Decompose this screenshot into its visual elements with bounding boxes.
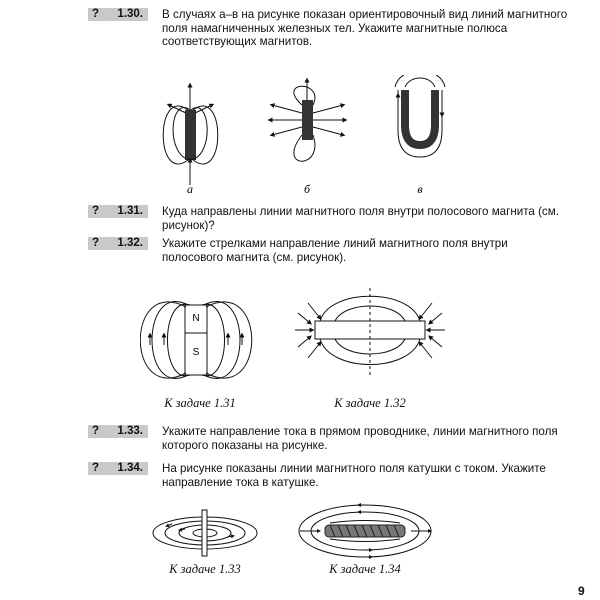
question-mark: ?	[92, 205, 100, 217]
problem-number: 1.31.	[117, 205, 143, 217]
problem-text: Укажите стрелками направление линий магнитного поля внутри полосового магнита (см. рисунок).	[162, 237, 508, 264]
problem-tag	[88, 462, 148, 475]
figure-1-32	[290, 283, 450, 393]
pole-n: N	[192, 313, 200, 324]
caption-1-32: К задаче 1.32	[334, 396, 406, 410]
problem-number: 1.32.	[117, 237, 143, 249]
question-mark: ?	[92, 237, 100, 249]
figure-1-30	[150, 75, 480, 200]
figure-1-33	[150, 508, 260, 558]
problem-tag	[88, 205, 148, 218]
problem-number: 1.30.	[117, 8, 143, 20]
problem-tag	[88, 8, 148, 21]
problem-text: Укажите направление тока в прямом проводнике, линии магнитного поля которого показаны на рисунке.	[162, 425, 558, 452]
problem-text: В случаях а–в на рисунке показан ориентировочный вид линий магнитного поля намагниченных железных тел. Укажите магнитные полюса соответствующих магнитов.	[162, 8, 568, 48]
problem-number: 1.34.	[117, 462, 143, 474]
label-c: в	[417, 182, 423, 196]
question-mark: ?	[92, 425, 100, 437]
problem-text: Куда направлены линии магнитного поля внутри полосового магнита (см. рисунок)?	[162, 205, 559, 232]
figure-1-31	[140, 285, 260, 400]
page-number: 9	[578, 584, 585, 598]
caption-1-34: К задаче 1.34	[329, 562, 401, 576]
caption-1-33: К задаче 1.33	[169, 562, 241, 576]
magnet-b	[270, 80, 345, 161]
problem-number: 1.33.	[117, 425, 143, 437]
label-a: а	[187, 182, 193, 196]
label-b: б	[303, 182, 311, 196]
problem-tag	[88, 237, 148, 250]
figure-1-34	[295, 500, 435, 562]
question-mark: ?	[92, 462, 100, 474]
pole-s: S	[192, 347, 200, 358]
caption-1-31: К задаче 1.31	[164, 396, 236, 410]
magnet-c	[395, 75, 445, 157]
problem-text: На рисунке показаны линии магнитного поля катушки с током. Укажите направление тока в катушке.	[162, 462, 546, 489]
question-mark: ?	[92, 8, 100, 20]
problem-tag	[88, 425, 148, 438]
magnet-a	[163, 85, 218, 185]
